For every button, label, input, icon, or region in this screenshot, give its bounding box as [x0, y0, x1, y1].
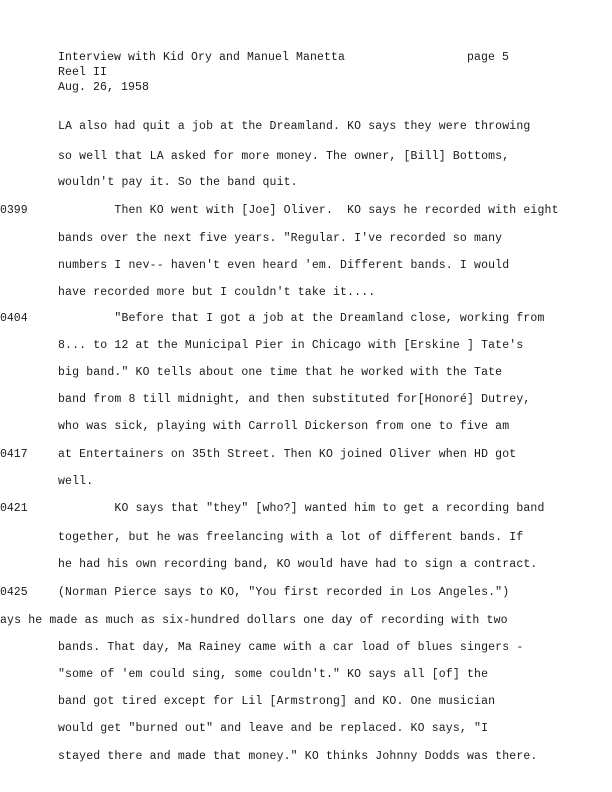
line-text: (Norman Pierce says to KO, "You first recorded in Los Angeles.")	[58, 586, 510, 599]
line-text: "Before that I got a job at the Dreamland close, working from	[58, 312, 545, 325]
transcript-line	[58, 475, 93, 488]
transcript-line	[58, 448, 516, 461]
transcript-line	[58, 393, 530, 406]
line-text: band got tired except for Lil [Armstrong] and KO. One musician	[58, 695, 496, 708]
transcript-line	[58, 668, 488, 681]
transcript-line	[58, 750, 537, 763]
transcript-line	[58, 502, 545, 515]
line-text: bands. That day, Ma Rainey came with a car load of blues singers -	[58, 641, 524, 654]
transcript-line	[58, 366, 502, 379]
line-text: he had his own recording band, KO would have had to sign a contract.	[58, 558, 538, 571]
transcript-line	[58, 695, 495, 708]
timecode: 0404	[0, 312, 28, 325]
transcript-line	[58, 259, 509, 272]
timecode: 0399	[0, 204, 28, 217]
transcript-line	[58, 722, 488, 735]
transcript-line	[0, 614, 508, 627]
timecode: 0417	[0, 448, 28, 461]
transcript-line	[58, 312, 545, 325]
transcript-line	[58, 558, 537, 571]
line-text: so well that LA asked for more money. The owner, [Bill] Bottoms,	[58, 150, 510, 163]
line-text: stayed there and made that money." KO thinks Johnny Dodds was there.	[58, 750, 538, 763]
line-text: LA also had quit a job at the Dreamland. KO says they were throwing	[58, 120, 531, 133]
line-text: big band." KO tells about one time that he worked with the Tate	[58, 366, 503, 379]
transcript-line	[58, 531, 523, 544]
transcript-line	[58, 120, 530, 133]
line-text: numbers I nev-- haven't even heard 'em. Different bands. I would	[58, 259, 510, 272]
reel-label: Reel II	[58, 66, 108, 79]
line-text: would get "burned out" and leave and be replaced. KO says, "I	[58, 722, 489, 735]
interview-title: Interview with Kid Ory and Manuel Manetta	[58, 51, 346, 64]
transcript-line	[58, 176, 298, 189]
interview-date: Aug. 26, 1958	[58, 81, 150, 94]
transcript-line	[58, 204, 559, 217]
transcript-line	[58, 420, 509, 433]
transcript-line	[58, 641, 523, 654]
line-text: Then KO went with [Joe] Oliver. KO says he recorded with eight	[58, 204, 559, 217]
timecode: 0425	[0, 586, 28, 599]
line-text: KO says that "they" [who?] wanted him to get a recording band	[58, 502, 545, 515]
line-text: who was sick, playing with Carroll Dickerson from one to five am	[58, 420, 510, 433]
line-text: have recorded more but I couldn't take it....	[58, 286, 376, 299]
transcript-line	[58, 586, 509, 599]
line-text: ays he made as much as six-hundred dollars one day of recording with two	[0, 614, 508, 627]
line-text: bands over the next five years. "Regular. I've recorded so many	[58, 232, 503, 245]
line-text: well.	[58, 475, 94, 488]
line-text: together, but he was freelancing with a lot of different bands. If	[58, 531, 524, 544]
transcript-line	[58, 339, 523, 352]
transcript-line	[58, 150, 509, 163]
line-text: at Entertainers on 35th Street. Then KO joined Oliver when HD got	[58, 448, 517, 461]
line-text: "some of 'em could sing, some couldn't." KO says all [of] the	[58, 668, 489, 681]
transcript-line	[58, 286, 375, 299]
transcript-line	[58, 232, 502, 245]
line-text: band from 8 till midnight, and then substituted for[Honoré] Dutrey,	[58, 393, 531, 406]
line-text: 8... to 12 at the Municipal Pier in Chicago with [Erskine ] Tate's	[58, 339, 524, 352]
timecode: 0421	[0, 502, 28, 515]
page-number: page 5	[467, 51, 510, 64]
line-text: wouldn't pay it. So the band quit.	[58, 176, 298, 189]
